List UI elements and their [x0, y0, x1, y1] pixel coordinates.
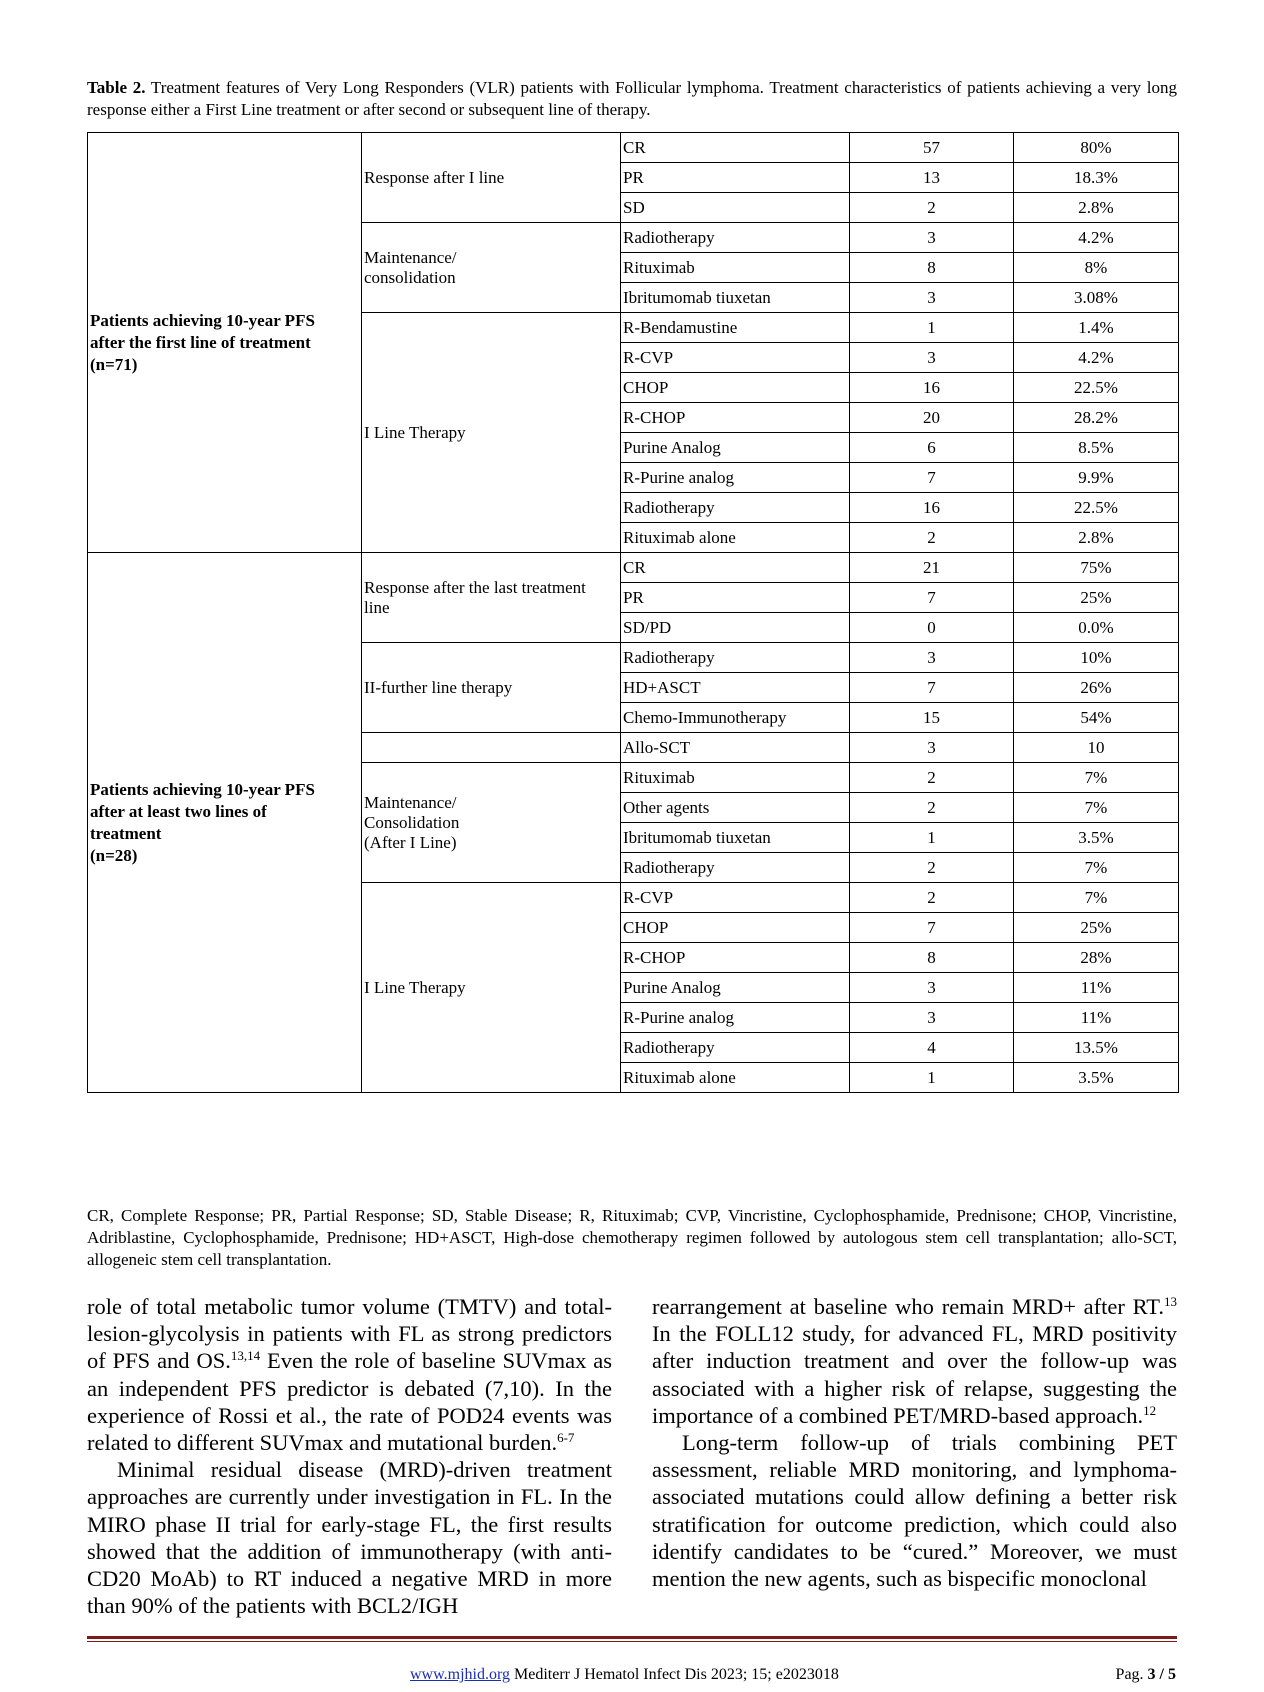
table-caption-label: Table 2.	[87, 78, 146, 97]
subgroup-label: Response after the last treatment line	[362, 553, 621, 643]
cell-percent: 7%	[1014, 883, 1179, 913]
cell-percent: 4.2%	[1014, 343, 1179, 373]
cell-percent: 8.5%	[1014, 433, 1179, 463]
cell-percent: 22.5%	[1014, 373, 1179, 403]
cell-percent: 7%	[1014, 793, 1179, 823]
cell-count: 7	[850, 673, 1014, 703]
cell-count: 16	[850, 493, 1014, 523]
cell-percent: 22.5%	[1014, 493, 1179, 523]
citation: 12	[1143, 1402, 1157, 1418]
cell-count: 57	[850, 133, 1014, 163]
cell-treatment: CHOP	[621, 913, 850, 943]
subgroup-label: II-further line therapy	[362, 643, 621, 733]
cell-percent: 7%	[1014, 763, 1179, 793]
footer-citation: www.mjhid.org Mediterr J Hematol Infect Dis 2023; 15; e2023018	[410, 1666, 839, 1683]
cell-count: 15	[850, 703, 1014, 733]
subgroup-label: I Line Therapy	[362, 313, 621, 553]
cell-percent: 9.9%	[1014, 463, 1179, 493]
cell-percent: 7%	[1014, 853, 1179, 883]
table-row	[88, 553, 1179, 583]
cell-percent: 25%	[1014, 913, 1179, 943]
cell-percent: 13.5%	[1014, 1033, 1179, 1063]
cell-percent: 54%	[1014, 703, 1179, 733]
cell-treatment: HD+ASCT	[621, 673, 850, 703]
subgroup-label: Response after I line	[362, 133, 621, 223]
table-footnote: CR, Complete Response; PR, Partial Response; SD, Stable Disease; R, Rituximab; CVP, Vincristine, Cyclophosphamide, Prednisone; CHOP, Vincristine, Adriblastine, Cyclophosphamide, Prednisone; HD+ASCT, High-dose chemotherapy regimen followed by autologous stem cell transplantation; allo-SCT, allogeneic stem cell transplantation.	[87, 1206, 1177, 1269]
cell-count: 2	[850, 763, 1014, 793]
footer-rule	[87, 1636, 1177, 1639]
cell-count: 1	[850, 1063, 1014, 1093]
cell-count: 3	[850, 283, 1014, 313]
cell-percent: 4.2%	[1014, 223, 1179, 253]
cell-percent: 28%	[1014, 943, 1179, 973]
cell-treatment: PR	[621, 583, 850, 613]
cell-percent: 2.8%	[1014, 523, 1179, 553]
subgroup-label: Maintenance/ consolidation	[362, 223, 621, 313]
page-number: Pag. 3 / 5	[1115, 1666, 1176, 1683]
cell-treatment: R-Purine analog	[621, 1003, 850, 1033]
cell-count: 13	[850, 163, 1014, 193]
cell-percent: 75%	[1014, 553, 1179, 583]
paragraph: Minimal residual disease (MRD)-driven treatment approaches are currently under investigation in FL. In the MIRO phase II trial for early-stage FL, the first results showed that the addition of immunotherapy (with anti-CD20 MoAb) to RT induced a negative MRD in more than 90% of the patients with BCL2/IGH	[87, 1457, 612, 1619]
cell-treatment: Allo-SCT	[621, 733, 850, 763]
cell-treatment: Ibritumomab tiuxetan	[621, 823, 850, 853]
cell-treatment: Chemo-Immunotherapy	[621, 703, 850, 733]
cell-percent: 80%	[1014, 133, 1179, 163]
cell-count: 3	[850, 973, 1014, 1003]
cell-treatment: Radiotherapy	[621, 223, 850, 253]
cell-treatment: SD	[621, 193, 850, 223]
cell-treatment: R-Purine analog	[621, 463, 850, 493]
cell-percent: 10%	[1014, 643, 1179, 673]
cell-treatment: Rituximab	[621, 763, 850, 793]
cell-percent: 10	[1014, 733, 1179, 763]
cell-count: 3	[850, 643, 1014, 673]
cell-percent: 28.2%	[1014, 403, 1179, 433]
cell-count: 2	[850, 523, 1014, 553]
body-column-left	[87, 1293, 612, 1619]
cell-percent: 25%	[1014, 583, 1179, 613]
cell-count: 0	[850, 613, 1014, 643]
cell-treatment: Radiotherapy	[621, 1033, 850, 1063]
cell-count: 8	[850, 253, 1014, 283]
body-column-right	[652, 1293, 1177, 1592]
cell-percent: 2.8%	[1014, 193, 1179, 223]
group-label: Patients achieving 10-year PFS after the first line of treatment (n=71)	[88, 133, 362, 553]
table-row	[88, 133, 1179, 163]
cell-count: 3	[850, 223, 1014, 253]
cell-treatment: CR	[621, 133, 850, 163]
cell-treatment: Rituximab	[621, 253, 850, 283]
paragraph: role of total metabolic tumor volume (TMTV) and total-lesion-glycolysis in patients with FL as strong predictors of PFS and OS.$^{13,14}$ Even the role of baseline SUVmax as an independent PFS predictor is debated (7,10). In the experience of Rossi et al., the rate of POD24 events was related to different SUVmax and mutational burden.$^{6-7}$	[87, 1294, 612, 1456]
cell-count: 2	[850, 883, 1014, 913]
cell-count: 4	[850, 1033, 1014, 1063]
journal-link[interactable]: www.mjhid.org	[410, 1666, 510, 1683]
cell-treatment: R-CHOP	[621, 403, 850, 433]
cell-count: 2	[850, 853, 1014, 883]
cell-treatment: PR	[621, 163, 850, 193]
subgroup-label: I Line Therapy	[362, 883, 621, 1093]
cell-treatment: R-CVP	[621, 343, 850, 373]
subgroup-label: Maintenance/ Consolidation (After I Line)	[362, 763, 621, 883]
cell-percent: 3.5%	[1014, 823, 1179, 853]
group-label: Patients achieving 10-year PFS after at least two lines of treatment (n=28)	[88, 553, 362, 1093]
cell-percent: 0.0%	[1014, 613, 1179, 643]
table-caption	[87, 77, 1177, 121]
cell-count: 3	[850, 1003, 1014, 1033]
cell-treatment: CR	[621, 553, 850, 583]
citation: 13	[1164, 1294, 1177, 1309]
cell-treatment: R-CVP	[621, 883, 850, 913]
cell-count: 7	[850, 913, 1014, 943]
cell-treatment: R-Bendamustine	[621, 313, 850, 343]
cell-treatment: Radiotherapy	[621, 853, 850, 883]
cell-treatment: CHOP	[621, 373, 850, 403]
cell-percent: 18.3%	[1014, 163, 1179, 193]
cell-percent: 11%	[1014, 973, 1179, 1003]
cell-treatment: Purine Analog	[621, 973, 850, 1003]
treatment-table	[87, 132, 1179, 1093]
cell-treatment: Radiotherapy	[621, 493, 850, 523]
cell-treatment: Rituximab alone	[621, 523, 850, 553]
citation: 13,14	[230, 1348, 261, 1364]
cell-treatment: Purine Analog	[621, 433, 850, 463]
cell-count: 21	[850, 553, 1014, 583]
table-caption-text: Treatment features of Very Long Responders (VLR) patients with Follicular lymphoma. Treatment characteristics of patients achieving a very long response either a First Line treatment or after second or subsequent line of therapy.	[87, 78, 1177, 119]
cell-count: 16	[850, 373, 1014, 403]
paragraph: rearrangement at baseline who remain MRD+ after RT.$^{13}$ In the FOLL12 study, for advanced FL, MRD positivity after induction treatment and over the follow-up was associated with a higher risk of relapse, suggesting the importance of a combined PET/MRD-based approach.$^{12}$	[652, 1294, 1177, 1428]
cell-treatment: SD/PD	[621, 613, 850, 643]
cell-percent: 1.4%	[1014, 313, 1179, 343]
cell-percent: 3.5%	[1014, 1063, 1179, 1093]
paragraph: Long-term follow-up of trials combining PET assessment, reliable MRD monitoring, and lymphoma-associated mutations could allow defining a better risk stratification for outcome prediction, which could also identify candidates to be “cured.” Moreover, we must mention the new agents, such as bispecific monoclonal	[652, 1430, 1177, 1592]
footer-rule-thin	[87, 1641, 1177, 1642]
cell-count: 1	[850, 823, 1014, 853]
citation: 6-7	[557, 1430, 575, 1446]
cell-count: 2	[850, 793, 1014, 823]
cell-count: 1	[850, 313, 1014, 343]
cell-count: 8	[850, 943, 1014, 973]
cell-count: 20	[850, 403, 1014, 433]
cell-treatment: Radiotherapy	[621, 643, 850, 673]
cell-percent: 11%	[1014, 1003, 1179, 1033]
subgroup-label	[362, 733, 621, 763]
cell-treatment: R-CHOP	[621, 943, 850, 973]
cell-percent: 3.08%	[1014, 283, 1179, 313]
cell-treatment: Rituximab alone	[621, 1063, 850, 1093]
cell-count: 3	[850, 733, 1014, 763]
cell-count: 7	[850, 583, 1014, 613]
cell-treatment: Other agents	[621, 793, 850, 823]
cell-count: 6	[850, 433, 1014, 463]
cell-percent: 8%	[1014, 253, 1179, 283]
cell-count: 7	[850, 463, 1014, 493]
cell-percent: 26%	[1014, 673, 1179, 703]
cell-treatment: Ibritumomab tiuxetan	[621, 283, 850, 313]
cell-count: 3	[850, 343, 1014, 373]
cell-count: 2	[850, 193, 1014, 223]
